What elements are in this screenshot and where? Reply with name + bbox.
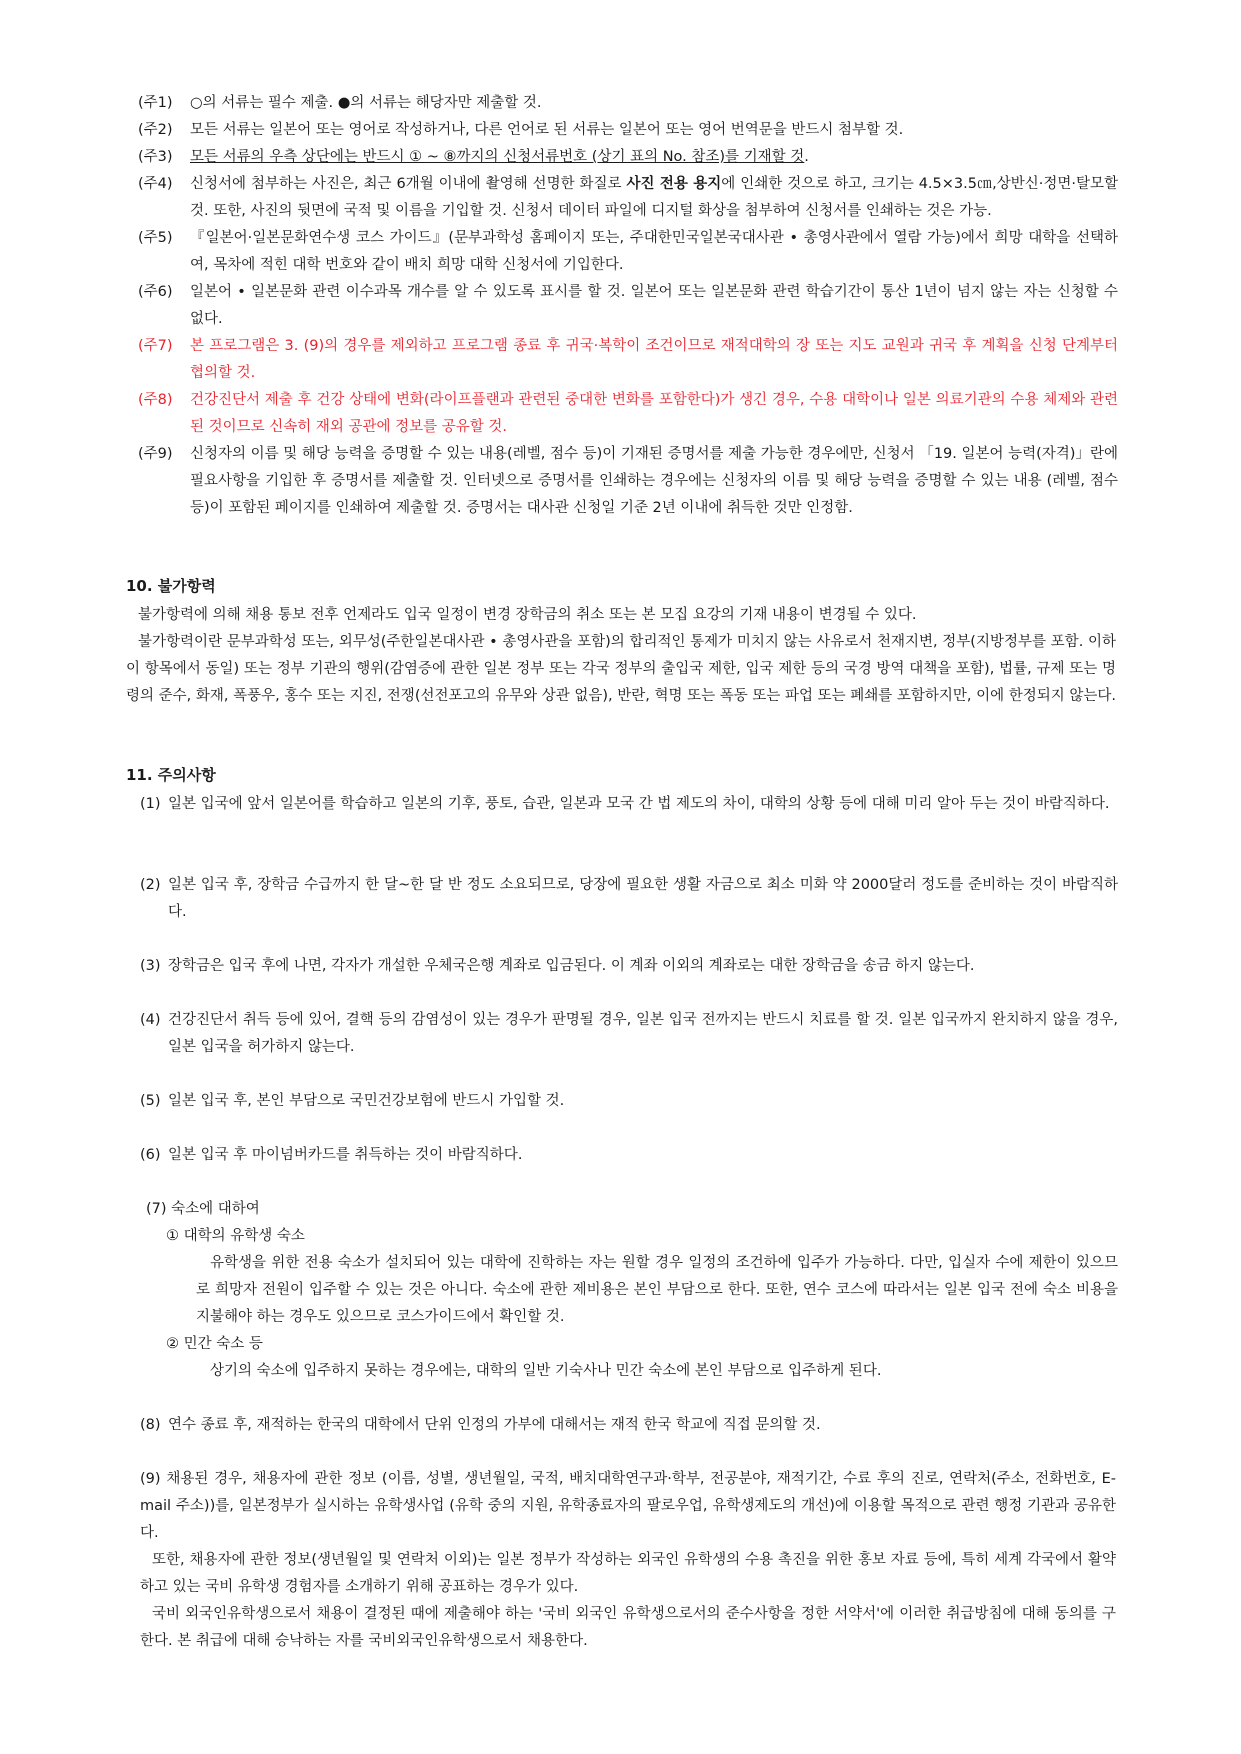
dormitory-subtitle-1: ① 대학의 유학생 숙소 (166, 1228, 305, 1244)
note-1 (138, 90, 1118, 117)
item-text: 일본 입국에 앞서 일본어를 학습하고 일본의 기후, 풍토, 습관, 일본과 모국 간 법 제도의 차이, 대학의 상황 등에 대해 미리 알아 두는 것이 바람직하다. (168, 796, 1110, 812)
note-label: (주1) (138, 95, 173, 111)
notice-item-8 (140, 1412, 1118, 1439)
notes-list (138, 90, 1118, 522)
section-10-heading: 10. 불가항력 (126, 577, 216, 595)
note-text: 신청자의 이름 및 해당 능력을 증명할 수 있는 내용(레벨, 점수 등)이 기재된 증명서를 제출 가능한 경우에만, 신청서 「19. 일본어 능력(자격)」란에 필요사항을 기입한 후 증명서를 제출할 것. 인터넷으로 증명서를 인쇄하는 경우에는 신청자의 이름 및 해당 능력을 증명할 수 있는 내용 (레벨, 점수 등)이 포함된 페이지를 인쇄하여 제출할 것. 증명서는 대사관 신청일 기준 2년 이내에 취득한 것만 인정함. (190, 446, 1118, 516)
note-label: (주4) (138, 176, 173, 192)
section-10-paragraph-2: 불가항력이란 문부과학성 또는, 외무성(주한일본대사관 • 총영사관을 포함)의 합리적인 통제가 미치지 않는 사유로서 천재지변, 정부(지방정부를 포함. 이하 이 항목에서 동일) 또는 정부 기관의 행위(감염증에 관한 일본 정부 또는 각국 정부의 출입국 제한, 입국 제한 등의 국경 방역 대책을 포함), 법률, 규제 또는 명령의 준수, 화재, 폭풍우, 홍수 또는 지진, 전쟁(선전포고의 유무와 상관 없음), 반란, 혁명 또는 폭동 또는 파업 또는 폐쇄를 포함하지만, 이에 한정되지 않는다. (126, 634, 1117, 704)
note-label: (주7) (138, 338, 173, 354)
notice-item-2 (140, 872, 1118, 926)
note-7 (138, 333, 1118, 387)
note-label: (주9) (138, 446, 173, 462)
note-text-tail: . (804, 149, 809, 165)
section-10-paragraph-1: 불가항력에 의해 채용 통보 전후 언제라도 입국 일정이 변경 장학금의 취소 또는 본 모집 요강의 기재 내용이 변경될 수 있다. (138, 607, 917, 623)
note-text-tail: 에 인쇄한 것으로 하고, 크기는 4.5×3.5㎝,상반신·정면·탈모할 것. 또한, 사진의 뒷면에 국적 및 이름을 기입할 것. 신청서 데이터 파일에 디지털 화상을 첨부하여 신청서를 인쇄하는 것은 가능. (190, 176, 1119, 219)
note-text: ○의 서류는 필수 제출. ●의 서류는 해당자만 제출할 것. (190, 95, 542, 111)
section-11-heading: 11. 주의사항 (126, 766, 216, 784)
item-label: (6) (140, 1147, 161, 1163)
note-text: 본 프로그램은 3. (9)의 경우를 제외하고 프로그램 종료 후 귀국·복학이 조건이므로 재적대학의 장 또는 지도 교원과 귀국 후 계획을 신청 단계부터 협의할 것. (190, 338, 1118, 381)
item-label: (5) (140, 1093, 161, 1109)
note-text: 건강진단서 제출 후 건강 상태에 변화(라이프플랜과 관련된 중대한 변화를 포함한다)가 생긴 경우, 수용 대학이나 일본 의료기관의 수용 체제와 관련된 것이므로 신속히 재외 공관에 정보를 공유할 것. (190, 392, 1118, 435)
item-label: (4) (140, 1012, 161, 1028)
item-text: 일본 입국 후, 장학금 수급까지 한 달~한 달 반 정도 소요되므로, 당장에 필요한 생활 자금으로 최소 미화 약 2000달러 정도를 준비하는 것이 바람직하다. (168, 877, 1118, 920)
note-label: (주8) (138, 392, 173, 408)
notice-item-9-paragraph-1: (9) 채용된 경우, 채용자에 관한 정보 (이름, 성별, 생년월일, 국적, 배치대학연구과·학부, 전공분야, 재적기간, 수료 후의 진로, 연락처(주소, 전화번호, E-mail 주소))를, 일본정부가 실시하는 유학생사업 (유학 중의 지원, 유학종료자의 팔로우업, 유학생제도의 개선)에 이용할 목적으로 관련 행정 기관과 공유한다. (140, 1471, 1116, 1541)
note-text: 일본어 • 일본문화 관련 이수과목 개수를 알 수 있도록 표시를 할 것. 일본어 또는 일본문화 관련 학습기간이 통산 1년이 넘지 않는 자는 신청할 수 없다. (190, 284, 1118, 327)
notice-item-6 (140, 1142, 1118, 1169)
item-text: 장학금은 입국 후에 나면, 각자가 개설한 우체국은행 계좌로 입금된다. 이 계좌 이외의 계좌로는 대한 장학금을 송금 하지 않는다. (168, 958, 975, 974)
item-label: (2) (140, 877, 161, 893)
item-label: (8) (140, 1417, 161, 1433)
note-bold-text: 사진 전용 용지 (626, 176, 722, 192)
notice-item-7-title: (7) 숙소에 대하여 (146, 1201, 260, 1217)
note-8 (138, 387, 1118, 441)
item-label: (3) (140, 958, 161, 974)
note-2 (138, 117, 1118, 144)
note-text: 『일본어·일본문화연수생 코스 가이드』(문부과학성 홈페이지 또는, 주대한민국일본국대사관 • 총영사관에서 열람 가능)에서 희망 대학을 선택하여, 목차에 적힌 대학 번호와 같이 배치 희망 대학 신청서에 기입한다. (190, 230, 1118, 273)
note-label: (주3) (138, 149, 173, 165)
note-label: (주2) (138, 122, 173, 138)
note-4 (138, 171, 1118, 225)
note-label: (주5) (138, 230, 173, 246)
item-text: 건강진단서 취득 등에 있어, 결핵 등의 감염성이 있는 경우가 판명될 경우, 일본 입국 전까지는 반드시 치료를 할 것. 일본 입국까지 완치하지 않을 경우, 일본 입국을 허가하지 않는다. (168, 1012, 1118, 1055)
note-5 (138, 225, 1118, 279)
item-label: (1) (140, 796, 161, 812)
note-underlined-text: 모든 서류의 우측 상단에는 반드시 ① ~ ⑧까지의 신청서류번호 (상기 표의 No. 참조)를 기재할 것 (190, 149, 805, 165)
note-9 (138, 441, 1118, 522)
note-6 (138, 279, 1118, 333)
note-text: 모든 서류는 일본어 또는 영어로 작성하거나, 다른 언어로 된 서류는 일본어 또는 영어 번역문을 반드시 첨부할 것. (190, 122, 904, 138)
note-label: (주6) (138, 284, 173, 300)
dormitory-subtitle-2: ② 민간 숙소 등 (166, 1336, 263, 1352)
notice-item-1 (140, 791, 1118, 818)
notice-item-9-paragraph-3: 국비 외국인유학생으로서 채용이 결정된 때에 제출해야 하는 '국비 외국인 유학생으로서의 준수사항을 정한 서약서'에 이러한 취급방침에 대해 동의를 구한다. 본 취급에 대해 승낙하는 자를 국비외국인유학생으로서 채용한다. (140, 1606, 1116, 1649)
note-3 (138, 144, 1118, 171)
item-text: 일본 입국 후, 본인 부담으로 국민건강보험에 반드시 가입할 것. (168, 1093, 565, 1109)
notice-item-9-paragraph-2: 또한, 채용자에 관한 정보(생년월일 및 연락처 이외)는 일본 정부가 작성하는 외국인 유학생의 수용 촉진을 위한 홍보 자료 등에, 특히 세계 각국에서 활약하고 있는 국비 유학생 경험자를 소개하기 위해 공표하는 경우가 있다. (140, 1552, 1116, 1595)
dormitory-text-1: 유학생을 위한 전용 숙소가 설치되어 있는 대학에 진학하는 자는 원할 경우 일정의 조건하에 입주가 가능하다. 다만, 입실자 수에 제한이 있으므로 희망자 전원이 입주할 수 있는 것은 아니다. 숙소에 관한 제비용은 본인 부담으로 한다. 또한, 연수 코스에 따라서는 일본 입국 전에 숙소 비용을 지불해야 하는 경우도 있으므로 코스가이드에서 확인할 것. (196, 1255, 1118, 1325)
item-text: 일본 입국 후 마이넘버카드를 취득하는 것이 바람직하다. (168, 1147, 523, 1163)
notice-item-5 (140, 1088, 1118, 1115)
notice-item-3 (140, 953, 1118, 980)
note-text (190, 171, 1118, 225)
item-text: 연수 종료 후, 재적하는 한국의 대학에서 단위 인정의 가부에 대해서는 재적 한국 학교에 직접 문의할 것. (168, 1417, 821, 1433)
dormitory-text-2: 상기의 숙소에 입주하지 못하는 경우에는, 대학의 일반 기숙사나 민간 숙소에 본인 부담으로 입주하게 된다. (210, 1363, 882, 1379)
note-text (190, 144, 1118, 171)
notice-item-4 (140, 1007, 1118, 1061)
note-text-head: 신청서에 첨부하는 사진은, 최근 6개월 이내에 촬영해 선명한 화질로 (190, 176, 627, 192)
